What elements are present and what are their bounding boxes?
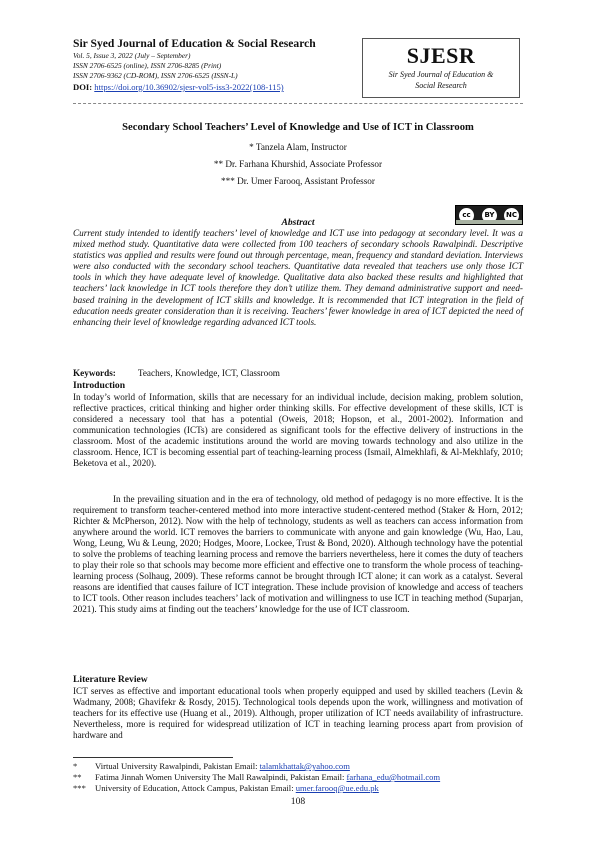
footnote-text: University of Education, Attock Campus, Pakistan Email: [95, 783, 296, 793]
footnote-email[interactable]: umer.farooq@ue.edu.pk [295, 783, 379, 793]
footnote-mark: ** [73, 772, 82, 782]
journal-logo [362, 38, 520, 98]
literature-paragraph-1: ICT serves as effective and important educational tools when properly equipped and used by skilled teachers (Levin & Wadmany, 2008; Ghavifekr & Rosdy, 2015). Technological tools depends upon the work, willingness and motivation of teachers for its effective use (Huang et al., 2019). Although, proper utilization of ICT needs availability of infrastructure. Nevertheless, more is required for widespread utilization of ICT in teaching learning process apart from provision of hardware and [73, 686, 523, 741]
intro-paragraph-1: In today’s world of Information, skills that are necessary for an individual include, decision making, problem solution, reflective practices, critical thinking and higher order thinking skills. For effective development of these skills, ICT is considered a necessary tool that has a potential (Oweis, 2018; Hopson, et al., 2001-2002). Information and communication technologies (ICTs) are considered as significant tools for the effective delivery of instructions in the classroom. Most of the academic institutions around the world are moving towards technology and also utilize in the classroom. Hence, ICT is becoming essential part of teaching-learning process (Ismail, Almekhlafi, & Al-Mekhlafy, 2010; Beketova et al., 2020). [73, 392, 523, 469]
page-number: 108 [290, 796, 306, 807]
keywords-line [73, 368, 523, 379]
abstract-heading: Abstract [281, 217, 315, 228]
footnote-2 [73, 772, 523, 782]
journal-name: Sir Syed Journal of Education & Social Research [73, 37, 316, 50]
nc-icon: NC [504, 208, 519, 223]
keywords-label: Keywords: [73, 368, 116, 378]
issn-line-2: ISSN 2706-9362 (CD-ROM), ISSN 2706-6525 (ISSN-L) [73, 71, 238, 80]
author-1: * Tanzela Alam, Instructor [249, 142, 347, 152]
footnote-text: Fatima Jinnah Women University The Mall Rawalpindi, Pakistan Email: [95, 772, 347, 782]
author-3: *** Dr. Umer Farooq, Assistant Professor [221, 176, 375, 186]
by-icon: BY [482, 208, 497, 223]
author-2: ** Dr. Farhana Khurshid, Associate Professor [213, 159, 383, 169]
footnote-text: Virtual University Rawalpindi, Pakistan Email: [95, 761, 260, 771]
cc-icon: cc [459, 208, 474, 223]
intro-paragraph-2: In the prevailing situation and in the era of technology, old method of pedagogy is no more effective. It is the requirement to transform teacher-centered method into more interactive student-centered method (Staker & Horn, 2012; Richter & McPherson, 2012). Now with the help of technology, students as well as teachers can access information from anywhere around the world. ICT removes the barriers to communicate with anyone and gain knowledge (Wu, Hao, Lau, Wong, Leung, Wu & Leung, 2020; Hodges, Moore, Lockee, Trust & Bond, 2020). Although technology have the potential to solve the problems of teaching learning process and remove the barriers nevertheless, here it comes the duty of teachers to play their role so that schools may become more efficient and effective one to transform the whole process of teaching-learning process (Solhaug, 2009). These reforms cannot be brought through ICT alone; it can work as a catalyst. Several reasons are identified that causes failure of ICT integration. These include provision of knowledge and access of teachers to ICT tools. Other reason includes teachers’ lack of motivation and willingness to use ICT in teaching method (Suparjan, 2021). This study aims at finding out the teachers’ knowledge for the use of ICT classroom. [73, 494, 523, 615]
logo-subtitle-1: Sir Syed Journal of Education & [388, 70, 494, 79]
issn-line-1: ISSN 2706-6525 (online), ISSN 2706-8285 (Print) [73, 61, 222, 70]
doi-line [73, 82, 373, 93]
footnote-email[interactable]: talamkhattak@yahoo.com [259, 761, 350, 771]
doi-link[interactable]: https://doi.org/10.36902/sjesr-vol5-iss3-2022(108-115) [94, 82, 284, 92]
footnote-mark: * [73, 761, 78, 771]
journal-header [73, 37, 373, 93]
abstract-text: Current study intended to identify teachers’ level of knowledge and ICT use into pedagogy at secondary level. It was a mixed method study. Quantitative data were collected from 100 teachers of secondary schools Rawalpindi. Descriptive statistics was applied and results were found out through percentage, mean, frequency and standard deviation. Interviews were also conducted with the secondary school teachers. Quantitative data revealed that teachers use only those ICT tools in which they have adequate level of knowledge. Qualitative data also backed these results and highlighted that teachers’ lack knowledge in ICT tools therefore they don’t utilize them. They demand administrative support and need-based training in the development of ICT skills and knowledge. It is recommended that ICT integration in the field of education needs greater consideration than it is receiving. Teachers’ fewer knowledge in area of ICT depicted the need of enhancing their level of knowledge regarding advanced ICT tools. [73, 228, 523, 327]
doi-label: DOI: [73, 82, 93, 92]
logo-title: SJESR [406, 43, 476, 68]
footnote-1 [73, 761, 523, 771]
keywords-text: Teachers, Knowledge, ICT, Classroom [137, 368, 280, 378]
header-divider [73, 103, 523, 104]
footnote-divider [73, 757, 233, 758]
footnote-3 [73, 783, 523, 793]
footnote-mark: *** [73, 783, 86, 793]
article-title: Secondary School Teachers’ Level of Knowledge and Use of ICT in Classroom [122, 122, 474, 133]
introduction-heading: Introduction [73, 380, 126, 391]
logo-subtitle-2: Social Research [415, 81, 467, 90]
footnote-email[interactable]: farhana_edu@hotmail.com [346, 772, 441, 782]
volume-issue: Vol. 5, Issue 3, 2022 (July – September) [73, 51, 191, 60]
literature-review-heading: Literature Review [73, 674, 148, 685]
